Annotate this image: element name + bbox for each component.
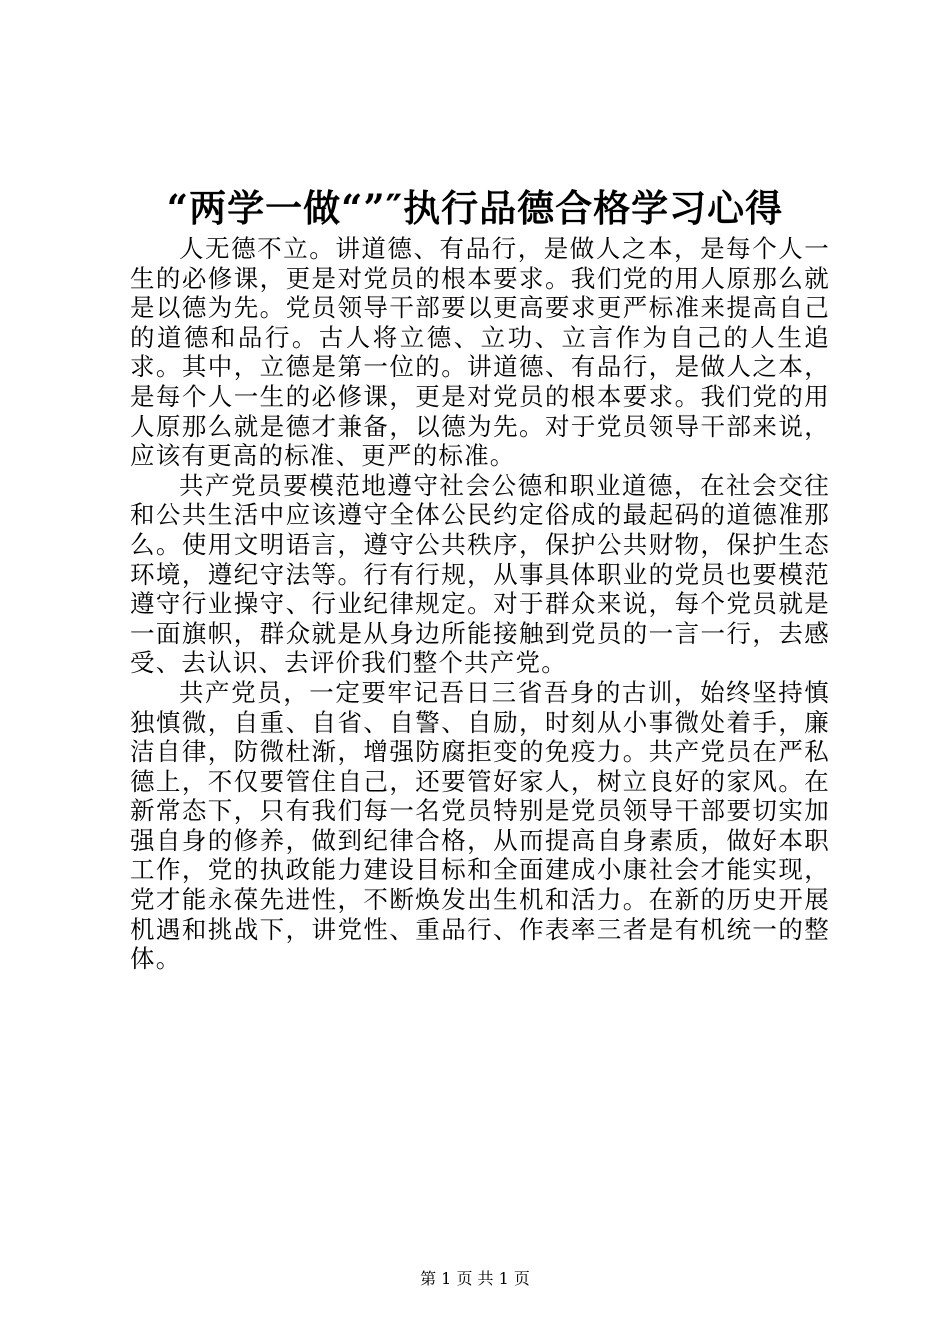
page-footer: 第 1 页 共 1 页 [420, 1269, 530, 1288]
document-title: “两学一做“”″执行品德合格学习心得 [166, 186, 784, 230]
document-body [130, 234, 830, 974]
paragraph-3: 共产党员，一定要牢记吾日三省吾身的古训，始终坚持慎独慎微，自重、自省、自警、自励，时刻从小事微处着手，廉洁自律，防微杜渐，增强防腐拒变的免疫力。共产党员在严私德上，不仅要管住自己，还要管好家人，树立良好的家风。在新常态下，只有我们每一名党员特别是党员领导干部要切实加强自身的修养，做到纪律合格，从而提高自身素质，做好本职工作，党的执政能力建设目标和全面建成小康社会才能实现，党才能永葆先进性，不断焕发出生机和活力。在新的历史开展机遇和挑战下，讲党性、重品行、作表率三者是有机统一的整体。 [130, 677, 830, 974]
paragraph-2: 共产党员要模范地遵守社会公德和职业道德，在社会交往和公共生活中应该遵守全体公民约定俗成的最起码的道德准那么。使用文明语言，遵守公共秩序，保护公共财物，保护生态环境，遵纪守法等。行有行规，从事具体职业的党员也要模范遵守行业操守、行业纪律规定。对于群众来说，每个党员就是一面旗帜，群众就是从身边所能接触到党员的一言一行，去感受、去认识、去评价我们整个共产党。 [130, 470, 830, 678]
paragraph-1: 人无德不立。讲道德、有品行，是做人之本，是每个人一生的必修课，更是对党员的根本要求。我们党的用人原那么就是以德为先。党员领导干部要以更高要求更严标准来提高自己的道德和品行。古人将立德、立功、立言作为自己的人生追求。其中，立德是第一位的。讲道德、有品行，是做人之本，是每个人一生的必修课，更是对党员的根本要求。我们党的用人原那么就是德才兼备，以德为先。对于党员领导干部来说，应该有更高的标准、更严的标准。 [130, 234, 830, 471]
